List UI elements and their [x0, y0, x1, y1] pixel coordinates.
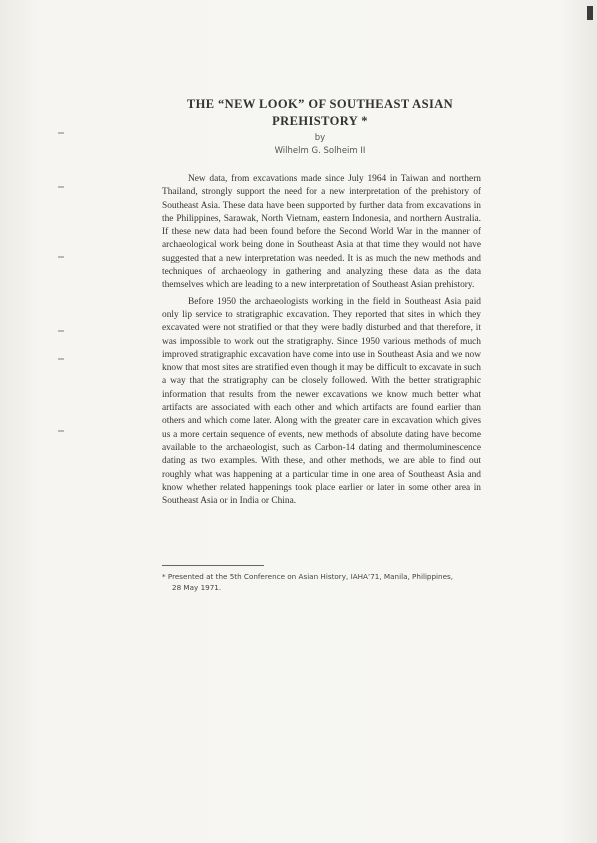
author-name: Wilhelm G. Solheim II [274, 146, 366, 156]
body-text [162, 173, 481, 508]
paragraph-1: New data, from excavations made since July 1964 in Taiwan and northern Thailand, strongly support the need for a new interpretation of the prehistory of Southeast Asia. These data have been supported by further data from excavations in the Philippines, Sarawak, North Vietnam, eastern Indonesia, and northern Australia. If these new data had been found before the Second World War in the manner of archaeological work being done in Southeast Asia at that time they would not have suggested that a new interpretation was needed. It is as much the new methods and techniques of archaeology in gathering and analyzing these data as the data themselves which are leading to a new interpretation of Southeast Asian prehistory. [162, 174, 481, 291]
margin-mark [58, 330, 64, 332]
title-line-1: THE “NEW LOOK” OF SOUTHEAST ASIAN [186, 97, 454, 111]
scan-edge-mark [587, 6, 593, 20]
margin-mark [58, 132, 64, 134]
footnote-rule [162, 565, 264, 566]
margin-mark [58, 358, 64, 360]
margin-mark [58, 430, 64, 432]
footnote [162, 571, 482, 593]
byline [120, 132, 520, 158]
margin-mark [58, 256, 64, 258]
paragraph-2: Before 1950 the archaeologists working in the field in Southeast Asia paid only lip service to stratigraphic excavation. They reported that sites in which they excavated were not stratified or that they were badly disturbed and that therefore, it was impossible to work out the stratigraphy. Since 1950 various methods of much improved stratigraphic excavation have come into use in Southeast Asia and we now know that most sites are stratified even though it may be difficult to excavate in such a way that the stratigraphy can be closely followed. With the better stratigraphic information that results from the newer excavations we know much better what artifacts are associated with each other and which artifacts are found earlier than others and which come later. Along with the greater care in excavation which gives us a more certain sequence of events, new methods of absolute dating have become available to the archaeologist, such as Carbon-14 dating and thermoluminescence dating as two examples. With these, and other methods, we are able to find out roughly what was happening at a particular time in one area of Southeast Asia and know whether related happenings took place earlier or later in some other area in Southeast Asia or in India or China. [162, 296, 481, 507]
footnote-line-2: 28 May 1971. [172, 583, 222, 592]
title-line-2: PREHISTORY * [272, 114, 368, 128]
margin-mark [58, 186, 64, 188]
paper-title [120, 96, 520, 130]
byline-by: by [314, 133, 326, 143]
footnote-line-1: * Presented at the 5th Conference on Asian History, IAHA’71, Manila, Philippines, [162, 572, 454, 581]
